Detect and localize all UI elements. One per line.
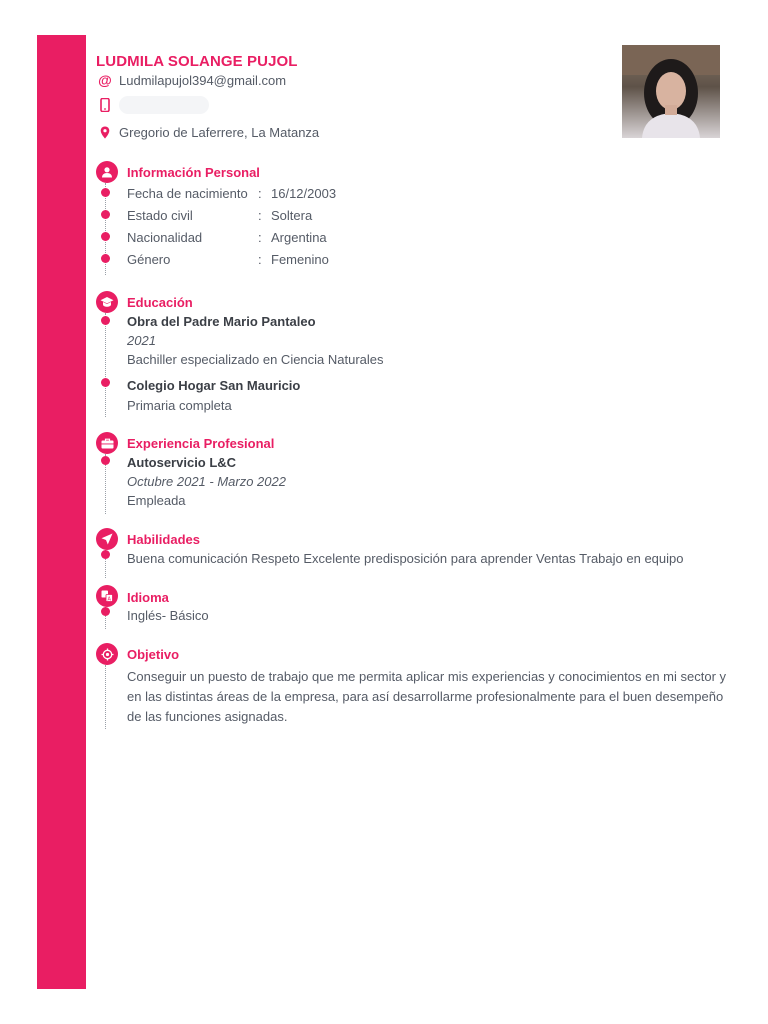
education-detail: Primaria completa [127,398,232,413]
timeline-dot [101,254,110,263]
timeline-dot [101,316,110,325]
timeline-dot [101,607,110,616]
profile-photo [622,45,720,138]
personal-value: Argentina [271,230,327,245]
personal-label: Fecha de nacimiento [127,186,248,201]
rocket-icon [96,528,118,550]
personal-value: Femenino [271,252,329,267]
phone-icon [96,98,114,112]
personal-sep: : [258,186,262,201]
accent-sidebar [37,35,86,989]
experience-role: Empleada [127,493,186,508]
timeline-dot [101,232,110,241]
graduation-cap-icon [96,291,118,313]
personal-sep: : [258,208,262,223]
candidate-name: LUDMILA SOLANGE PUJOL [96,53,298,70]
address-row [96,125,319,140]
skills-text: Buena comunicación Respeto Excelente predisposición para aprender Ventas Trabajo en equipo [127,551,684,566]
section-title-experience: Experiencia Profesional [127,436,275,451]
briefcase-icon [96,432,118,454]
experience-company: Autoservicio L&C [127,455,237,470]
address-text: Gregorio de Laferrere, La Matanza [119,125,320,140]
timeline-dot [101,456,110,465]
timeline-dot [101,188,110,197]
education-school: Colegio Hogar San Mauricio [127,378,301,393]
translate-icon [96,585,118,607]
education-detail: Bachiller especializado en Ciencia Naturales [127,352,384,367]
personal-value: Soltera [271,208,313,223]
phone-row [96,96,209,114]
user-icon [96,161,118,183]
objective-text: Conseguir un puesto de trabajo que me permita aplicar mis experiencias y conocimientos en mi sector y en las distintas áreas de la empresa, para así desarrollarme profesionalmente para el buen desempeño de las funciones asignadas. [127,669,727,724]
section-title-objective: Objetivo [127,647,180,662]
target-icon [96,643,118,665]
email-text: Ludmilapujol394@gmail.com [119,72,287,88]
personal-label: Género [127,252,171,267]
education-year: 2021 [127,333,156,348]
personal-sep: : [258,252,262,267]
timeline-line [105,665,106,729]
location-pin-icon [96,126,114,139]
personal-sep: : [258,230,262,245]
redacted-phone [119,96,209,114]
languages-text: Inglés- Básico [127,608,209,623]
section-title-personal: Información Personal [127,165,260,180]
education-school: Obra del Padre Mario Pantaleo [127,314,316,329]
experience-period: Octubre 2021 - Marzo 2022 [127,474,286,489]
personal-value: 16/12/2003 [271,186,337,201]
section-title-skills: Habilidades [127,532,200,547]
timeline-dot [101,378,110,387]
at-icon: @ [98,72,112,88]
timeline-dot [101,210,110,219]
personal-label: Estado civil [127,208,193,223]
timeline-dot [101,550,110,559]
section-title-education: Educación [127,295,193,310]
section-title-languages: Idioma [127,590,169,605]
email-row [96,72,286,88]
personal-label: Nacionalidad [127,230,203,245]
timeline-line [105,313,106,417]
svg-text:A: A [107,596,111,602]
